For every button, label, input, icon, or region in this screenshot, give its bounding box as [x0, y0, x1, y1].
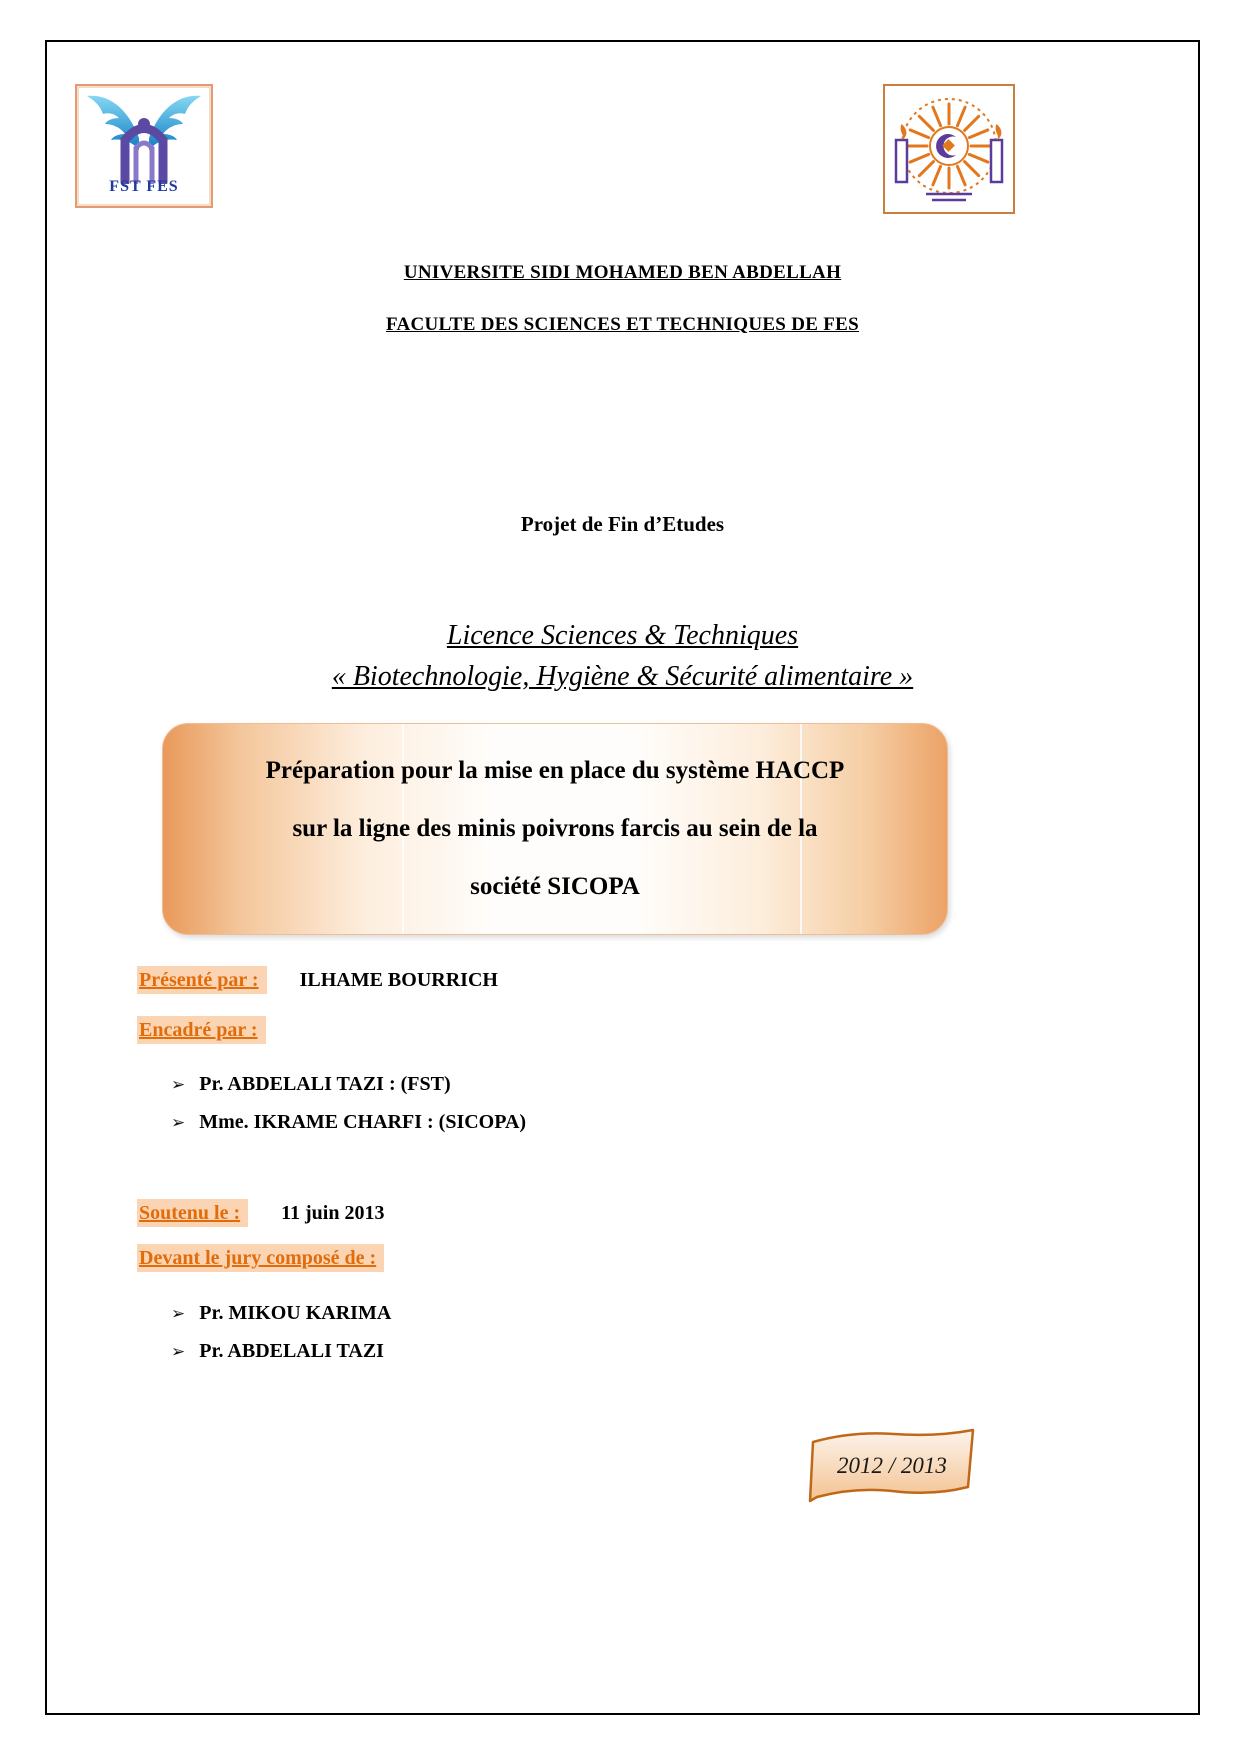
specialty-line: « Biotechnologie, Hygiène & Sécurité alimentaire » [331, 661, 914, 692]
degree-line: Licence Sciences & Techniques [446, 620, 799, 651]
arrow-bullet-icon: ➢ [171, 1304, 186, 1324]
supervisors-list [171, 1069, 1198, 1138]
presented-by-row [137, 969, 1198, 992]
jury-item [171, 1336, 1198, 1367]
university-name: UNIVERSITE SIDI MOHAMED BEN ABDELLAH [403, 262, 842, 283]
presented-by-label: Présenté par : [137, 966, 267, 994]
usmba-seal-logo [883, 84, 1015, 214]
academic-year: 2012 / 2013 [837, 1453, 947, 1478]
thesis-title-line-2: sur la ligne des minis poivrons farcis au sein de la [292, 815, 818, 842]
jury-heading-row [137, 1247, 1198, 1270]
jury-label: Devant le jury composé de : [137, 1244, 384, 1272]
fst-wings-arch-icon [78, 86, 210, 184]
arrow-bullet-icon: ➢ [171, 1342, 186, 1362]
logos-row [47, 42, 1198, 214]
faculty-name: FACULTE DES SCIENCES ET TECHNIQUES DE FES [385, 314, 860, 335]
supervisor-name: Pr. ABDELALI TAZI : (FST) [199, 1073, 451, 1095]
defense-date-value: 11 juin 2013 [281, 1202, 385, 1224]
fst-fes-logo-caption: FST FES [109, 178, 179, 195]
supervised-by-row [137, 1019, 1198, 1042]
jury-list [171, 1298, 1198, 1367]
supervisor-item [171, 1107, 1198, 1138]
arrow-bullet-icon: ➢ [171, 1075, 186, 1095]
fst-fes-logo [75, 84, 213, 208]
thesis-title-line-3: société SICOPA [470, 873, 640, 900]
arrow-bullet-icon: ➢ [171, 1113, 186, 1133]
project-type-heading: Projet de Fin d’Etudes [520, 512, 725, 536]
jury-member-name: Pr. ABDELALI TAZI [199, 1340, 384, 1362]
jury-item [171, 1298, 1198, 1329]
defense-date-label: Soutenu le : [137, 1199, 248, 1227]
degree-block [47, 615, 1198, 697]
jury-member-name: Pr. MIKOU KARIMA [199, 1302, 392, 1324]
thesis-title-line-1: Préparation pour la mise en place du système HACCP [265, 757, 845, 784]
page-border-frame [45, 40, 1200, 1715]
presented-by-value: ILHAME BOURRICH [299, 969, 498, 991]
defense-date-row [137, 1202, 1198, 1225]
supervised-by-label: Encadré par : [137, 1016, 266, 1044]
supervisor-item [171, 1069, 1198, 1100]
thesis-title-box [162, 723, 948, 935]
supervisor-name: Mme. IKRAME CHARFI : (SICOPA) [199, 1111, 527, 1133]
year-ribbon [804, 1425, 980, 1515]
usmba-sunburst-seal-icon [886, 88, 1012, 212]
